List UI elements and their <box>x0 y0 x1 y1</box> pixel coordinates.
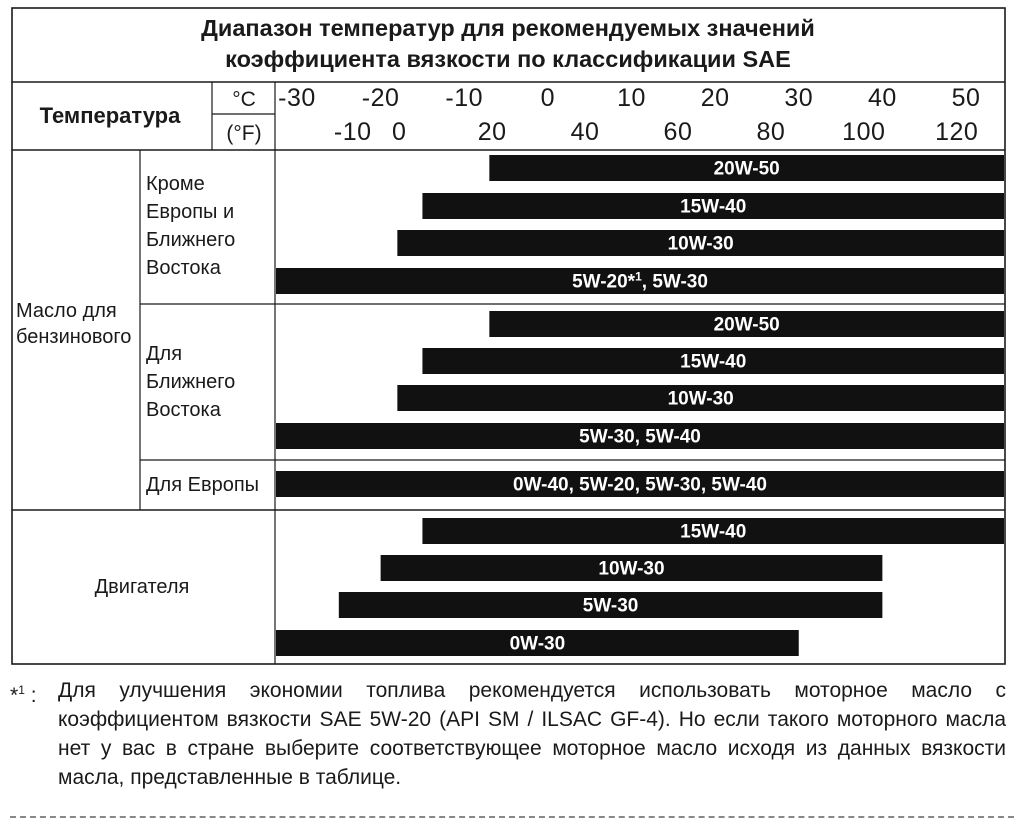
celsius-tick: 10 <box>617 84 646 112</box>
engine-label: Двигателя <box>94 576 190 598</box>
celsius-tick: 0 <box>540 84 556 112</box>
celsius-tick: -30 <box>278 84 316 112</box>
viscosity-bars <box>276 155 1004 656</box>
viscosity-bar-label: 15W-40 <box>680 521 747 543</box>
footnote <box>10 676 1006 792</box>
europe-label: Для Европы <box>146 474 260 496</box>
middle-east-line-3: Востока <box>146 399 221 421</box>
celsius-tick: 40 <box>867 84 897 112</box>
celsius-tick: 30 <box>784 84 814 112</box>
outside-europe-line-2: Европы и <box>146 201 235 223</box>
viscosity-bar-label: 10W-30 <box>598 558 665 580</box>
footnote-text: Для улучшения экономии топлива рекомендуется использовать моторное масло с коэффициентом вязкости SAE 5W-20 (API SM / ILSAC GF-4). Но если такого моторного масла нет у вас в стране выберите соответствующее моторное масло исходя из данных вязкости масла, представленные в таблице. <box>58 679 1006 789</box>
fahrenheit-tick-labels <box>334 118 978 146</box>
fahrenheit-tick: 80 <box>756 118 786 146</box>
fahrenheit-unit: (°F) <box>226 122 262 145</box>
viscosity-bar-label: 20W-50 <box>713 314 780 336</box>
fahrenheit-tick: -10 <box>333 118 372 146</box>
gasoline-label-line-1: Масло для <box>16 300 117 322</box>
fahrenheit-tick: 40 <box>570 118 600 146</box>
title-line-1: Диапазон температур для рекомендуемых значений <box>201 15 815 41</box>
fahrenheit-tick: 120 <box>935 118 979 146</box>
outside-europe-line-3: Ближнего <box>146 229 236 251</box>
celsius-unit: °C <box>232 88 256 111</box>
gasoline-label-line-2: бензинового <box>16 326 132 348</box>
viscosity-bar-label: 10W-30 <box>667 388 734 410</box>
viscosity-bar-label: 0W-30 <box>509 633 566 655</box>
celsius-tick: 50 <box>951 84 981 112</box>
viscosity-bar-label: 5W-30, 5W-40 <box>579 426 701 448</box>
viscosity-bar-label: 5W-20*$^1$, 5W-30 <box>572 269 708 293</box>
celsius-tick: -20 <box>361 84 400 112</box>
viscosity-bar-label: 0W-40, 5W-20, 5W-30, 5W-40 <box>513 474 767 496</box>
celsius-tick-labels <box>278 84 980 112</box>
title-line-2: коэффициента вязкости по классификации SAE <box>225 46 791 72</box>
middle-east-line-2: Ближнего <box>146 371 236 393</box>
viscosity-bar-label: 15W-40 <box>680 196 747 218</box>
viscosity-bar-label: 5W-30 <box>582 595 639 617</box>
temperature-label: Температура <box>39 103 181 128</box>
fahrenheit-tick: 0 <box>392 118 407 146</box>
celsius-tick: 20 <box>700 84 730 112</box>
celsius-tick: -10 <box>445 84 484 112</box>
footnote-marker: *$^1$ : <box>10 683 37 707</box>
outside-europe-line-1: Кроме <box>146 173 205 195</box>
fahrenheit-tick: 100 <box>842 118 886 146</box>
middle-east-line-1: Для <box>146 343 183 365</box>
viscosity-bar-label: 20W-50 <box>713 158 780 180</box>
viscosity-bar-label: 15W-40 <box>680 351 747 373</box>
viscosity-bar-label: 10W-30 <box>667 233 734 255</box>
fahrenheit-tick: 60 <box>663 118 693 146</box>
fahrenheit-tick: 20 <box>477 118 507 146</box>
outside-europe-line-4: Востока <box>146 257 221 279</box>
dashed-divider <box>10 816 1014 818</box>
